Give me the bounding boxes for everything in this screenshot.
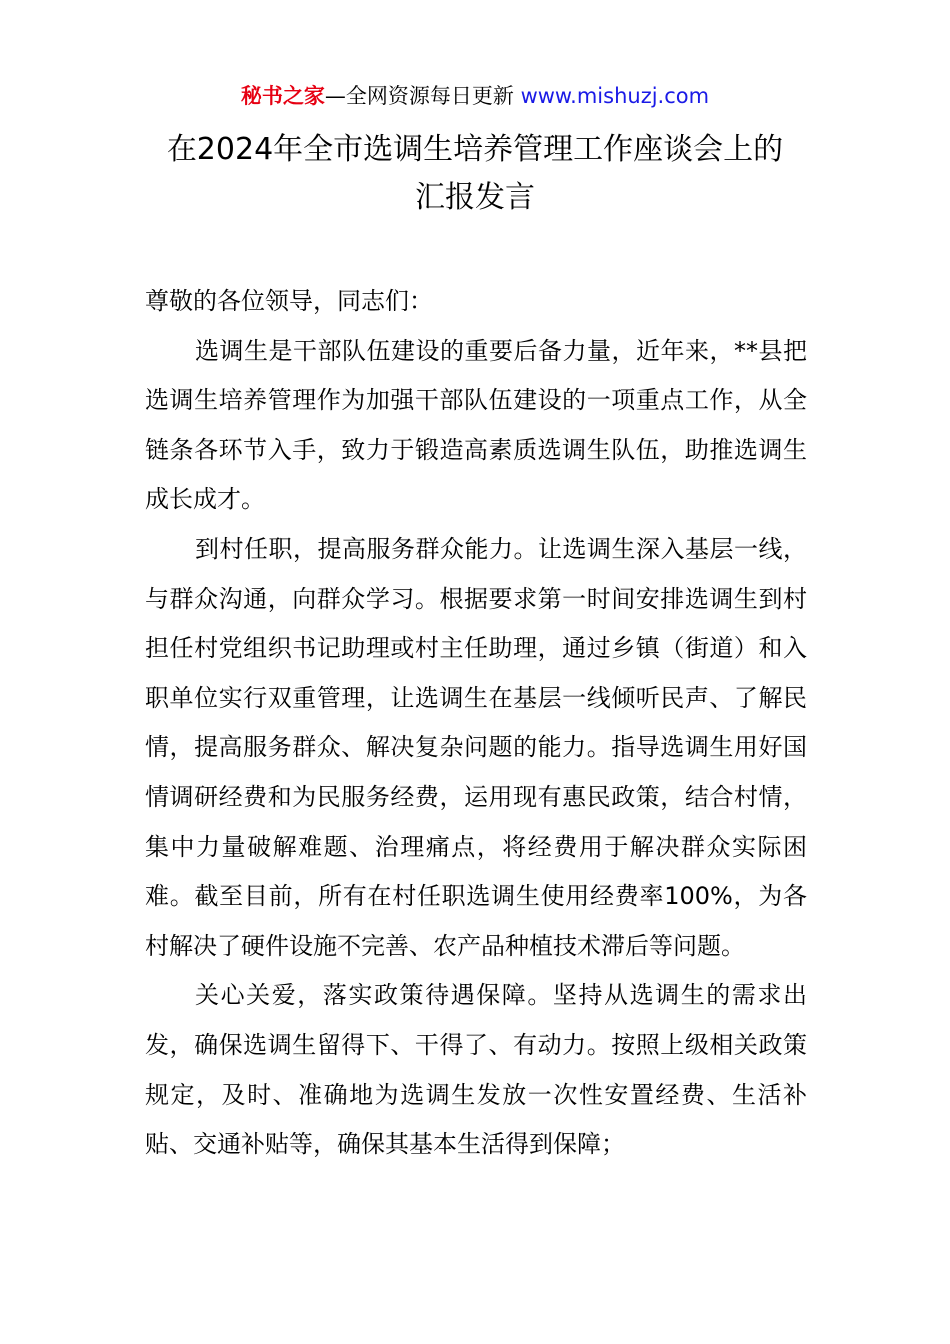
document-title bbox=[100, 126, 850, 222]
site-header bbox=[0, 80, 950, 112]
salutation: 尊敬的各位领导，同志们： bbox=[145, 287, 433, 315]
site-url-link[interactable]: www.mishuzj.com bbox=[520, 84, 710, 108]
title-line-1: 在2024年全市选调生培养管理工作座谈会上的 bbox=[166, 132, 784, 167]
document-body bbox=[145, 277, 807, 1170]
brand-name: 秘书之家 bbox=[240, 84, 325, 108]
title-line-2: 汇报发言 bbox=[415, 180, 535, 215]
header-tagline: —全网资源每日更新 bbox=[324, 84, 514, 108]
paragraph-village-service: 到村任职，提高服务群众能力。让选调生深入基层一线，与群众沟通，向群众学习。根据要求第一时间安排选调生到村担任村党组织书记助理或村主任助理，通过乡镇（街道）和入职单位实行双重管理，让选调生在基层一线倾听民声、了解民情，提高服务群众、解决复杂问题的能力。指导选调生用好国情调研经费和为民服务经费，运用现有惠民政策，结合村情，集中力量破解难题、治理痛点，将经费用于解决群众实际困难。截至目前，所有在村任职选调生使用经费率100%，为各村解决了硬件设施不完善、农产品种植技术滞后等问题。 bbox=[145, 534, 807, 960]
paragraph-care-support: 关心关爱，落实政策待遇保障。坚持从选调生的需求出发，确保选调生留得下、干得了、有动力。按照上级相关政策规定，及时、准确地为选调生发放一次性安置经费、生活补贴、交通补贴等，确保其基本生活得到保障； bbox=[145, 981, 807, 1159]
paragraph-intro: 选调生是干部队伍建设的重要后备力量，近年来，**县把选调生培养管理作为加强干部队伍建设的一项重点工作，从全链条各环节入手，致力于锻造高素质选调生队伍，助推选调生成长成才。 bbox=[145, 336, 807, 514]
